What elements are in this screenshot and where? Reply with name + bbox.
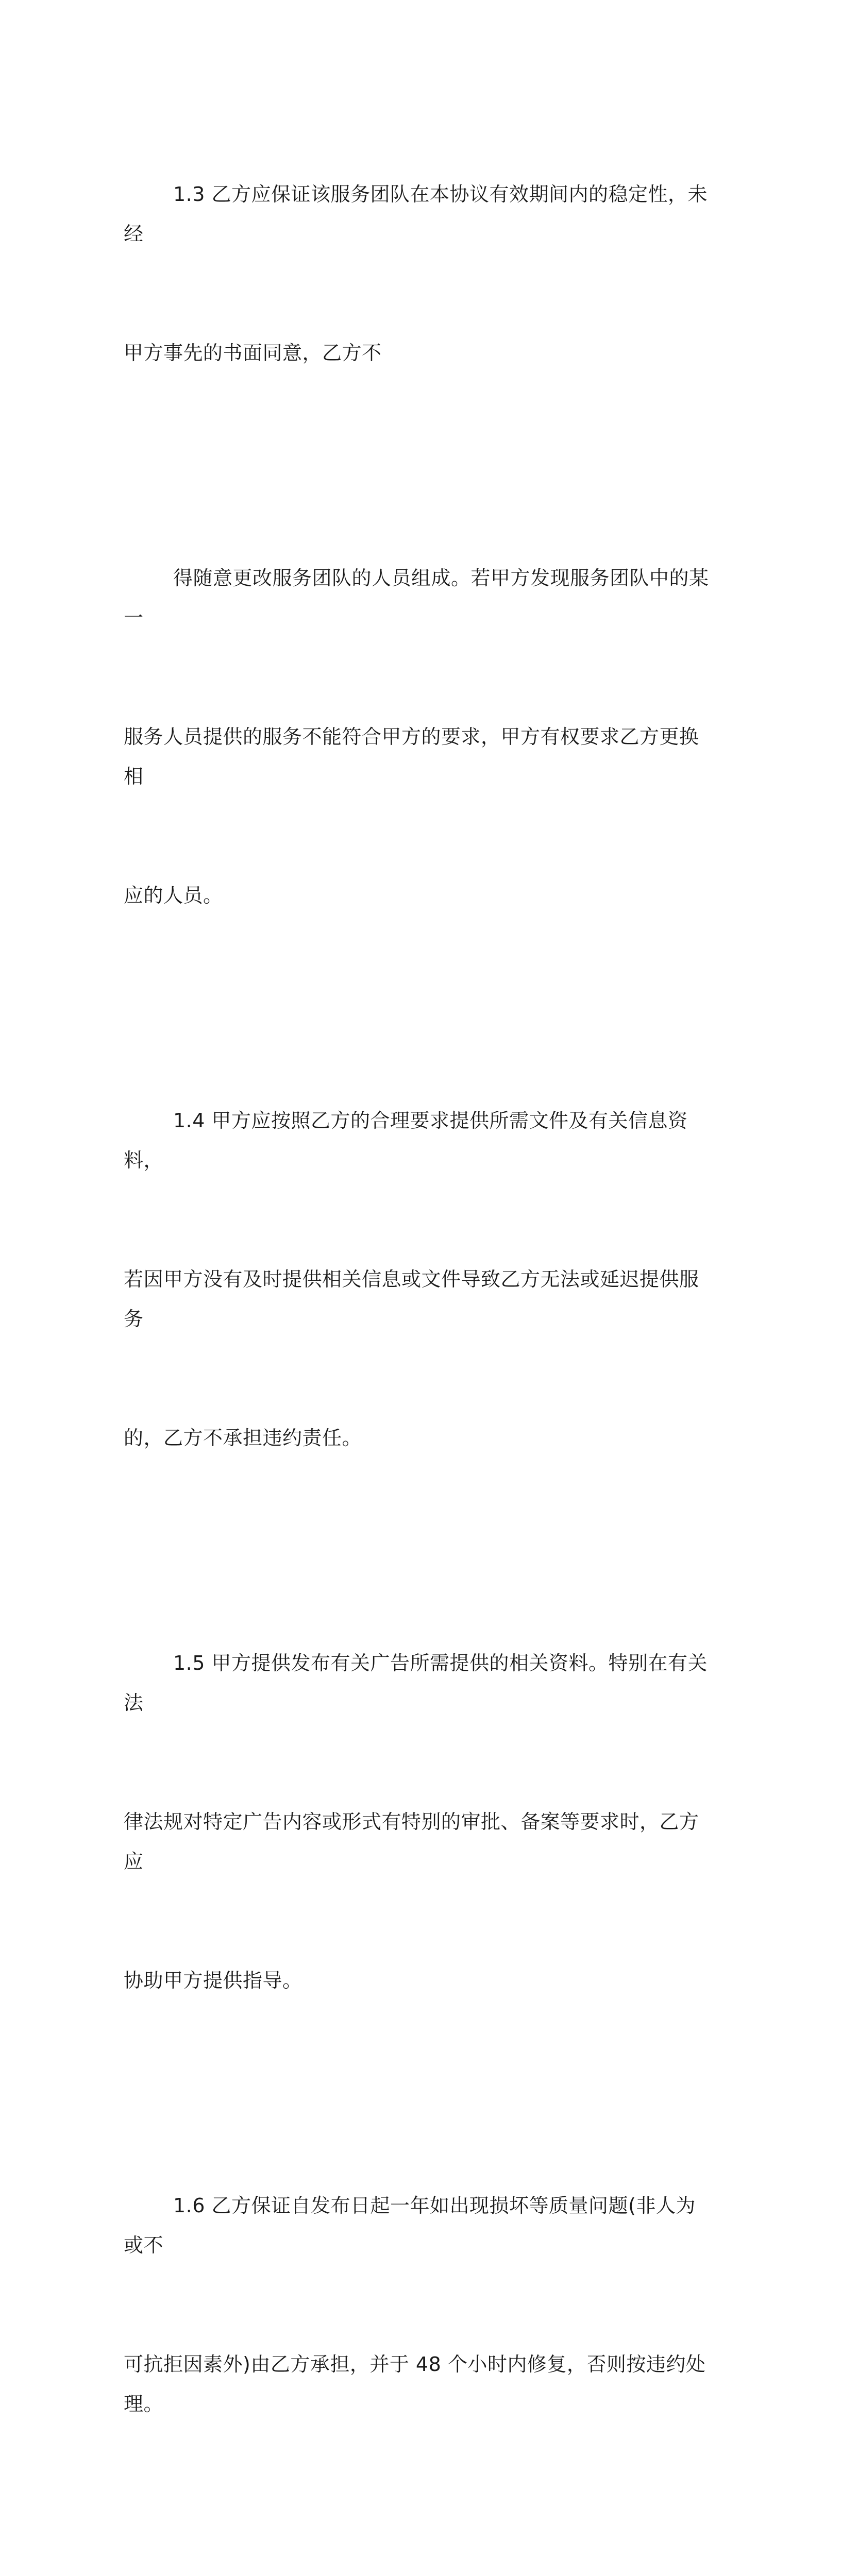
text-line: 若因甲方没有及时提供相关信息或文件导致乙方无法或延迟提供服务 (124, 1268, 699, 1330)
paragraph-1-3-a (124, 95, 711, 452)
paragraph-1-3-b (124, 479, 711, 995)
document-body (124, 95, 711, 2576)
text-line: 应的人员。 (124, 884, 223, 907)
text-line: 1.6 乙方保证自发布日起一年如出现损坏等质量问题(非人为或不 (124, 2194, 696, 2257)
text-line: 律法规对特定广告内容或形式有特别的审批、备案等要求时，乙方应 (124, 1810, 699, 1873)
text-line: 协助甲方提供指导。 (124, 1969, 302, 1992)
text-line: 1.4 甲方应按照乙方的合理要求提供所需文件及有关信息资料， (124, 1109, 688, 1172)
text-line: 甲方事先的书面同意，乙方不 (124, 342, 382, 364)
text-line: 得随意更改服务团队的人员组成。若甲方发现服务团队中的某一 (124, 567, 709, 629)
paragraph-1-4 (124, 1022, 711, 1537)
text-line: 的，乙方不承担违约责任。 (124, 1427, 362, 1449)
paragraph-1-6 (124, 2107, 711, 2503)
text-line: 可抗拒因素外)由乙方承担，并于 48 个小时内修复，否则按违约处理。 (124, 2353, 706, 2415)
text-line: 1.5 甲方提供发布有关广告所需提供的相关资料。特别在有关法 (124, 1652, 708, 1714)
text-line: 1.3 乙方应保证该服务团队在本协议有效期间内的稳定性，未经 (124, 183, 708, 245)
paragraph-1-7 (124, 2530, 711, 2576)
text-line: 服务人员提供的服务不能符合甲方的要求，甲方有权要求乙方更换相 (124, 725, 699, 788)
paragraph-1-5 (124, 1564, 711, 2080)
